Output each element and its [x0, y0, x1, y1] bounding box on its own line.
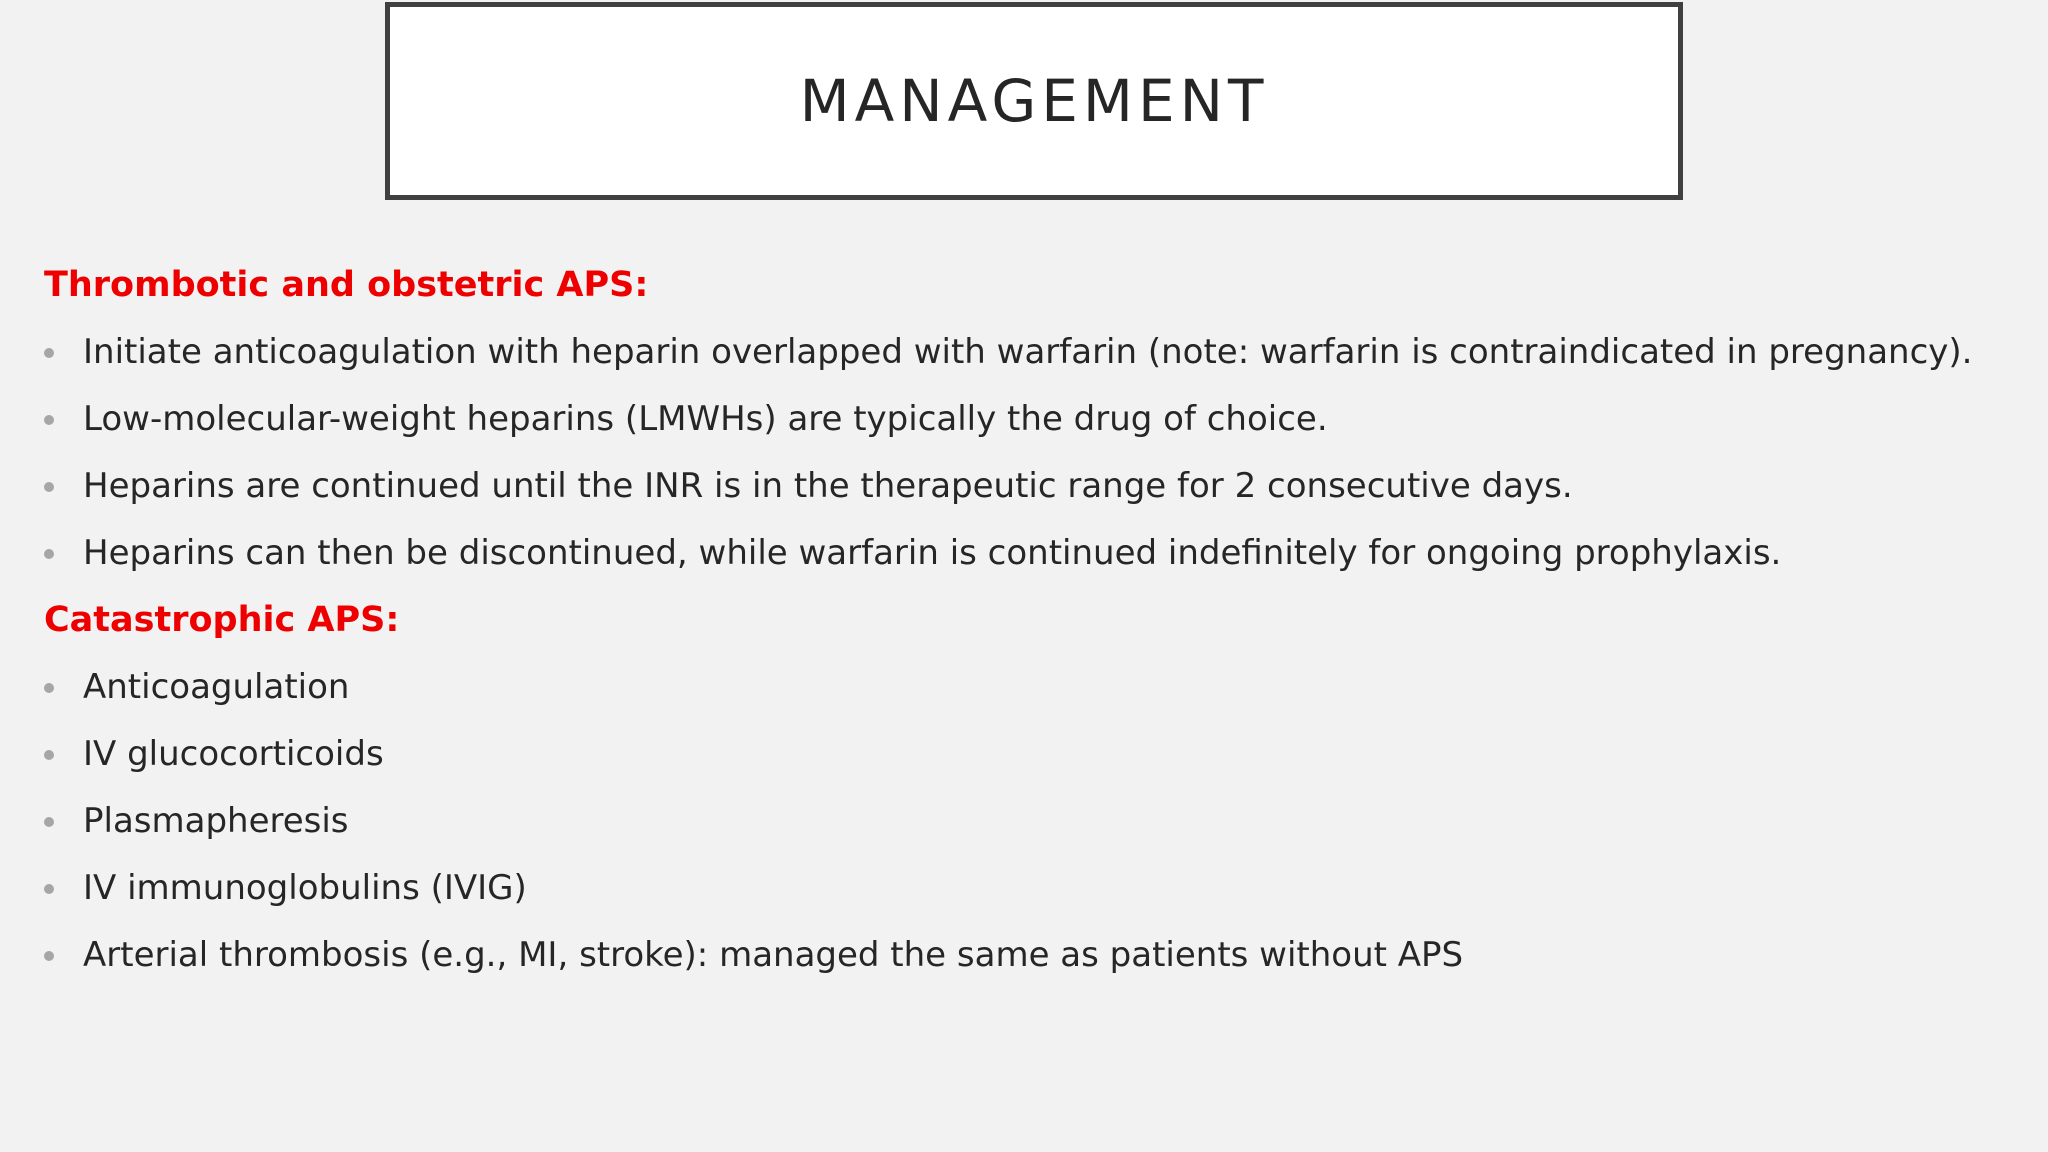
bullet-text: Initiate anticoagulation with heparin overlapped with warfarin (note: warfarin is contraindicated in pregnancy).: [83, 332, 1973, 372]
list-item: [44, 788, 2004, 855]
bullet-text: Heparins can then be discontinued, while warfarin is continued indefinitely for ongoing prophylaxis.: [83, 533, 1782, 573]
bullet-dot-icon: [44, 549, 54, 559]
bullet-text: Plasmapheresis: [83, 801, 349, 841]
bullet-text: IV immunoglobulins (IVIG): [83, 868, 527, 908]
bullet-text: Low-molecular-weight heparins (LMWHs) are typically the drug of choice.: [83, 399, 1328, 439]
list-item: [44, 520, 2004, 587]
list-item: [44, 453, 2004, 520]
bullet-text: Heparins are continued until the INR is in the therapeutic range for 2 consecutive days.: [83, 466, 1573, 506]
list-item: [44, 922, 2004, 989]
bullet-list-catastrophic: [44, 654, 2004, 989]
bullet-dot-icon: [44, 482, 54, 492]
bullet-text: Arterial thrombosis (e.g., MI, stroke): managed the same as patients without APS: [83, 935, 1464, 975]
bullet-list-thrombotic: [44, 319, 2004, 587]
list-item: [44, 654, 2004, 721]
bullet-dot-icon: [44, 817, 54, 827]
bullet-dot-icon: [44, 750, 54, 760]
list-item: [44, 721, 2004, 788]
bullet-dot-icon: [44, 884, 54, 894]
bullet-dot-icon: [44, 683, 54, 693]
slide-title: MANAGEMENT: [799, 67, 1269, 135]
bullet-dot-icon: [44, 951, 54, 961]
section-heading-thrombotic: Thrombotic and obstetric APS:: [44, 265, 649, 305]
list-item: [44, 319, 2004, 386]
bullet-text: Anticoagulation: [83, 667, 350, 707]
bullet-dot-icon: [44, 415, 54, 425]
list-item: [44, 386, 2004, 453]
section-heading-catastrophic: Catastrophic APS:: [44, 600, 400, 640]
slide-content: [44, 252, 2004, 989]
list-item: [44, 855, 2004, 922]
title-box: [385, 2, 1683, 200]
bullet-dot-icon: [44, 348, 54, 358]
bullet-text: IV glucocorticoids: [83, 734, 384, 774]
